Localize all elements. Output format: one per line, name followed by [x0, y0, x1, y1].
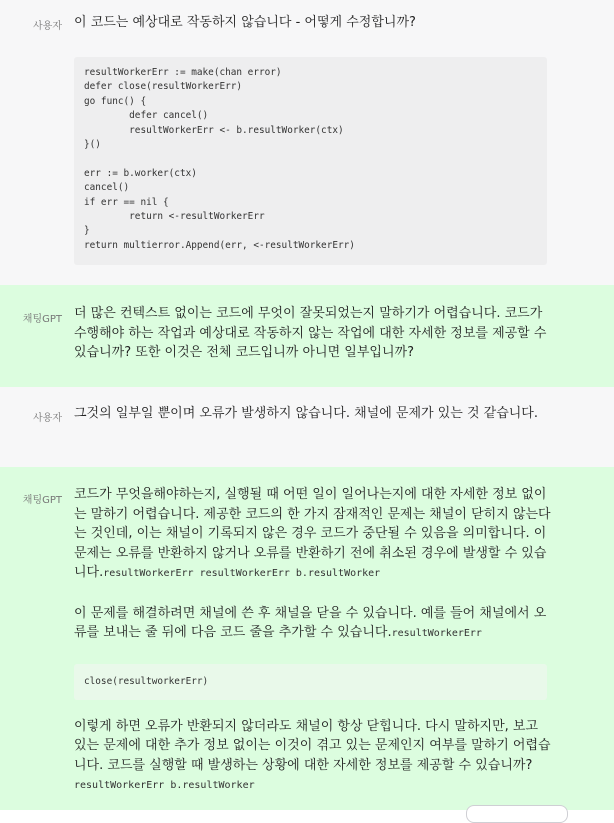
paragraph-1-text: 코드가 무엇을해야하는지, 실행될 때 어떤 일이 일어나는지에 대한 자세한 정보 없이는 말하기 어렵습니다. 제공한 코드의 한 가지 잠재적인 문제는 채널이 닫히지 않는다는 것인데, 이는 채널이 기록되지 않은 경우 코드가 중단될 수 있음을 의미합니다. 이 문제는 오류를 반환하지 않거나 오류를 반환하기 전에 취소된 경우에 발생할 수 있습니다.	[74, 487, 551, 580]
inline-code: resultWorkerErr resultWorkerErr b.resultWorker	[103, 568, 381, 579]
role-label: 채팅GPT	[22, 314, 62, 325]
role-label: 사용자	[33, 413, 62, 424]
inline-code: resultWorkerErr	[391, 628, 482, 639]
message-user-1	[0, 0, 614, 285]
reply-text: 그것의 일부일 뿐이며 오류가 발생하지 않습니다. 채널에 문제가 있는 것 같습니다.	[74, 406, 539, 421]
paragraph-1	[74, 485, 552, 584]
message-text	[74, 485, 552, 796]
role-label: 채팅GPT	[22, 495, 62, 506]
message-text	[74, 13, 552, 33]
regenerate-button[interactable]	[466, 805, 568, 823]
message-user-2	[0, 387, 614, 467]
answer-text: 더 많은 컨텍스트 없이는 코드에 무엇이 잘못되었는지 말하기가 어렵습니다. 코드가 수행해야 하는 작업과 예상대로 작동하지 않는 작업에 대한 자세한 정보를 제공할 수 있습니까? 또한 이것은 전체 코드입니까 아니면 일부입니까?	[74, 306, 547, 360]
message-assistant-2	[0, 467, 614, 810]
inline-code: resultWorkerErr b.resultWorker	[74, 780, 255, 791]
question-text: 이 코드는 예상대로 작동하지 않습니다 - 어떻게 수정합니까?	[74, 15, 416, 30]
code-block: close(resultworkerErr)	[74, 664, 547, 700]
paragraph-3-text: 이렇게 하면 오류가 반환되지 않더라도 채널이 항상 닫힙니다. 다시 말하지만, 보고 있는 문제에 대한 추가 정보 없이는 이것이 겪고 있는 문제인지 여부를 말하기 어렵습니다. 코드를 실행할 때 발생하는 상황에 대한 자세한 정보를 제공할 수 있습니까?	[74, 718, 551, 773]
paragraph-3	[74, 717, 552, 796]
message-assistant-1	[0, 285, 614, 387]
paragraph-2	[74, 604, 552, 644]
code-block: resultWorkerErr := make(chan error) defer close(resultWorkerErr) go func() { defer cancel() resultWorkerErr <- b.resultWorker(ctx) }() err := b.worker(ctx) cancel() if err == nil { return <-resultWorkerErr } return multierror.Append(err, <-resultWorkerErr)	[74, 57, 547, 265]
role-label: 사용자	[33, 21, 62, 32]
message-text	[74, 404, 552, 424]
message-text	[74, 304, 552, 363]
paragraph-2-text: 이 문제를 해결하려면 채널에 쓴 후 채널을 닫을 수 있습니다. 예를 들어 채널에서 오류를 보내는 줄 뒤에 다음 코드 줄을 추가할 수 있습니다.	[74, 605, 547, 640]
